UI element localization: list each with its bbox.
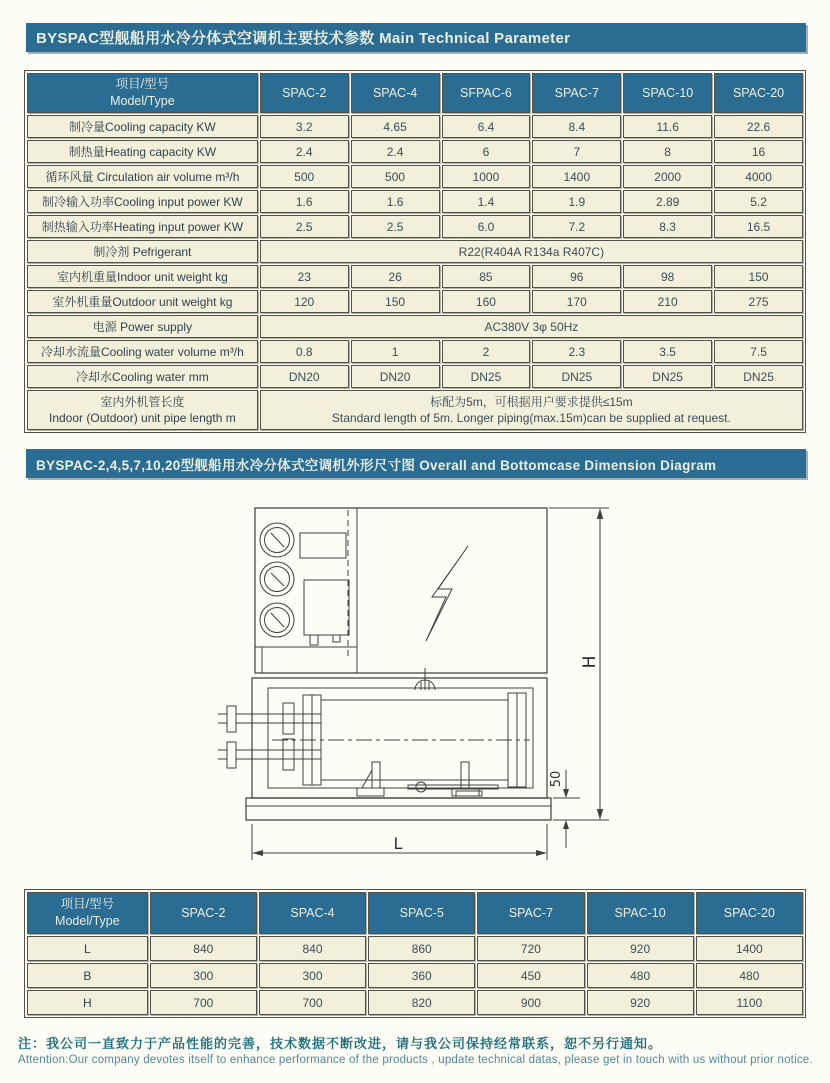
table-row <box>27 936 803 961</box>
span-value-cell: AC380V 3φ 50Hz <box>260 315 803 338</box>
value-cell: 840 <box>259 936 366 961</box>
row-label: 制热量Heating capacity KW <box>27 140 258 163</box>
column-header-spac-7: SPAC-7 <box>477 892 584 934</box>
value-cell: 920 <box>587 990 694 1015</box>
value-cell: 480 <box>587 963 694 988</box>
heat-exchanger-cylinder <box>272 693 530 787</box>
main-technical-parameter-table-wrap <box>24 70 806 433</box>
value-cell: 150 <box>714 265 803 288</box>
value-cell: 450 <box>477 963 584 988</box>
column-header-spac-20: SPAC-20 <box>696 892 803 934</box>
column-header-spac-2: SPAC-2 <box>260 73 349 113</box>
value-cell: 170 <box>532 290 621 313</box>
span-value-cell: R22(R404A R134a R407C) <box>260 240 803 263</box>
column-header-spac-10: SPAC-10 <box>587 892 694 934</box>
column-header-spac-2: SPAC-2 <box>150 892 257 934</box>
model-type-header <box>27 73 258 113</box>
value-cell: 1.6 <box>260 190 349 213</box>
dimension-table <box>24 889 806 1018</box>
value-cell: 8 <box>623 140 712 163</box>
value-cell: 6.4 <box>442 115 531 138</box>
column-header-spac-5: SPAC-5 <box>368 892 475 934</box>
table-row <box>27 265 803 288</box>
value-cell: 5.2 <box>714 190 803 213</box>
table-row <box>27 165 803 188</box>
value-cell: 2.3 <box>532 340 621 363</box>
value-cell: 0.8 <box>260 340 349 363</box>
control-box-icon <box>300 533 349 645</box>
row-label: 制热输入功率Heating input power KW <box>27 215 258 238</box>
value-cell: 22.6 <box>714 115 803 138</box>
value-cell: 3.5 <box>623 340 712 363</box>
table-row <box>27 990 803 1015</box>
value-cell: 2000 <box>623 165 712 188</box>
value-cell: 120 <box>260 290 349 313</box>
model-type-header <box>27 892 148 934</box>
banner-title: BYSPAC-2,4,5,7,10,20型舰船用水冷分体式空调机外形尺寸图 Overall and Bottomcase Dimension Diagram <box>36 457 717 473</box>
row-label: 电源 Power supply <box>27 315 258 338</box>
row-label: 制冷量Cooling capacity KW <box>27 115 258 138</box>
row-label: 冷却水流量Cooling water volume m³/h <box>27 340 258 363</box>
value-cell: 1400 <box>532 165 621 188</box>
row-label <box>27 390 258 430</box>
value-cell: 8.4 <box>532 115 621 138</box>
value-cell: DN25 <box>442 365 531 388</box>
main-technical-parameter-table <box>24 70 806 433</box>
value-cell: 480 <box>696 963 803 988</box>
value-cell: 150 <box>351 290 440 313</box>
value-cell: 1.4 <box>442 190 531 213</box>
value-cell: 2.4 <box>260 140 349 163</box>
support-brackets <box>357 762 498 796</box>
value-cell: 96 <box>532 265 621 288</box>
dimension-l-label: L <box>393 834 403 853</box>
header-row <box>27 73 803 113</box>
value-cell: 2 <box>442 340 531 363</box>
dimension-50 <box>549 770 580 848</box>
column-header-spac-10: SPAC-10 <box>623 73 712 113</box>
row-label: 制冷输入功率Cooling input power KW <box>27 190 258 213</box>
footer-note-chinese: 注：我公司一直致力于产品性能的完善，技术数据不断改进，请与我公司保持经常联系，恕不另行通知。 <box>18 1036 663 1051</box>
value-cell: 920 <box>587 936 694 961</box>
table-row <box>27 390 803 430</box>
value-cell: 6.0 <box>442 215 531 238</box>
value-cell: 11.6 <box>623 115 712 138</box>
value-cell: 210 <box>623 290 712 313</box>
value-cell: 500 <box>351 165 440 188</box>
value-cell: 900 <box>477 990 584 1015</box>
value-cell: 26 <box>351 265 440 288</box>
row-label: 室外机重量Outdoor unit weight kg <box>27 290 258 313</box>
base-plate <box>246 798 551 820</box>
value-cell: 7.5 <box>714 340 803 363</box>
cell-line: 标配为5m，可根据用户要求提供≤15m <box>430 394 633 409</box>
value-cell: DN25 <box>714 365 803 388</box>
span-value-cell <box>260 390 803 430</box>
value-cell: 1400 <box>696 936 803 961</box>
value-cell: 2.89 <box>623 190 712 213</box>
table-row <box>27 963 803 988</box>
row-label: 制冷剂 Pefrigerant <box>27 240 258 263</box>
row-label: H <box>27 990 148 1015</box>
water-pipe-connections <box>218 703 321 770</box>
column-header-spac-4: SPAC-4 <box>259 892 366 934</box>
value-cell: 7.2 <box>532 215 621 238</box>
dimension-table-wrap <box>24 889 806 1018</box>
value-cell: DN20 <box>351 365 440 388</box>
value-cell: 160 <box>442 290 531 313</box>
column-header-sfpac-6: SFPAC-6 <box>442 73 531 113</box>
row-label: 冷却水Cooling water mm <box>27 365 258 388</box>
table-row <box>27 190 803 213</box>
unit-top-case-outline <box>255 508 547 673</box>
row-label: 室内机重量Indoor unit weight kg <box>27 265 258 288</box>
value-cell: 720 <box>477 936 584 961</box>
row-label: B <box>27 963 148 988</box>
value-cell: 2.5 <box>260 215 349 238</box>
cell-line: Indoor (Outdoor) unit pipe length m <box>49 411 236 425</box>
value-cell: 1 <box>351 340 440 363</box>
value-cell: 820 <box>368 990 475 1015</box>
value-cell: 860 <box>368 936 475 961</box>
value-cell: 840 <box>150 936 257 961</box>
table-row <box>27 140 803 163</box>
value-cell: 2.5 <box>351 215 440 238</box>
model-type-header-zh: 项目/型号 <box>115 77 170 92</box>
value-cell: 98 <box>623 265 712 288</box>
lightning-bolt-icon <box>426 546 468 641</box>
value-cell: 23 <box>260 265 349 288</box>
column-header-spac-20: SPAC-20 <box>714 73 803 113</box>
value-cell: 300 <box>150 963 257 988</box>
table-row <box>27 315 803 338</box>
value-cell: DN25 <box>532 365 621 388</box>
pressure-gauge-icon <box>260 523 294 637</box>
table-row <box>27 115 803 138</box>
fill-valve-icon <box>415 668 435 690</box>
row-label: L <box>27 936 148 961</box>
value-cell: 3.2 <box>260 115 349 138</box>
dimension-diagram <box>0 488 830 880</box>
banner-title: BYSPAC型舰船用水冷分体式空调机主要技术参数 Main Technical Parameter <box>36 30 571 47</box>
column-header-spac-7: SPAC-7 <box>532 73 621 113</box>
value-cell: 85 <box>442 265 531 288</box>
value-cell: 4.65 <box>351 115 440 138</box>
column-header-spac-4: SPAC-4 <box>351 73 440 113</box>
cell-line: Standard length of 5m. Longer piping(max.15m)can be supplied at request. <box>331 411 731 425</box>
value-cell: 4000 <box>714 165 803 188</box>
value-cell: 7 <box>532 140 621 163</box>
value-cell: 300 <box>259 963 366 988</box>
section-banner-dimension-diagram <box>26 449 806 478</box>
value-cell: 275 <box>714 290 803 313</box>
value-cell: DN20 <box>260 365 349 388</box>
value-cell: 2.4 <box>351 140 440 163</box>
value-cell: 16 <box>714 140 803 163</box>
table-row <box>27 290 803 313</box>
value-cell: 1.9 <box>532 190 621 213</box>
value-cell: 500 <box>260 165 349 188</box>
footer-note-english: Attention:Our company devotes itself to enhance performance of the products , update technical datas, please get in touch with us without prior notice. <box>18 1054 813 1066</box>
table-row <box>27 365 803 388</box>
value-cell: 700 <box>150 990 257 1015</box>
value-cell: 16.5 <box>714 215 803 238</box>
value-cell: 360 <box>368 963 475 988</box>
model-type-header-en: Model/Type <box>55 914 120 928</box>
value-cell: DN25 <box>623 365 712 388</box>
section-banner-main-parameters <box>26 23 806 52</box>
model-type-header-zh: 项目/型号 <box>60 897 115 912</box>
dimension-l <box>252 824 547 860</box>
dimension-h-label: H <box>580 655 600 669</box>
header-row <box>27 892 803 934</box>
value-cell: 1100 <box>696 990 803 1015</box>
value-cell: 1.6 <box>351 190 440 213</box>
table-row <box>27 240 803 263</box>
cell-line: 室内外机管长度 <box>100 394 185 409</box>
dimension-50-label: 50 <box>549 770 564 788</box>
table-row <box>27 340 803 363</box>
value-cell: 700 <box>259 990 366 1015</box>
model-type-header-en: Model/Type <box>110 94 175 108</box>
row-label: 循环风量 Circulation air volume m³/h <box>27 165 258 188</box>
table-row <box>27 215 803 238</box>
value-cell: 1000 <box>442 165 531 188</box>
value-cell: 6 <box>442 140 531 163</box>
value-cell: 8.3 <box>623 215 712 238</box>
